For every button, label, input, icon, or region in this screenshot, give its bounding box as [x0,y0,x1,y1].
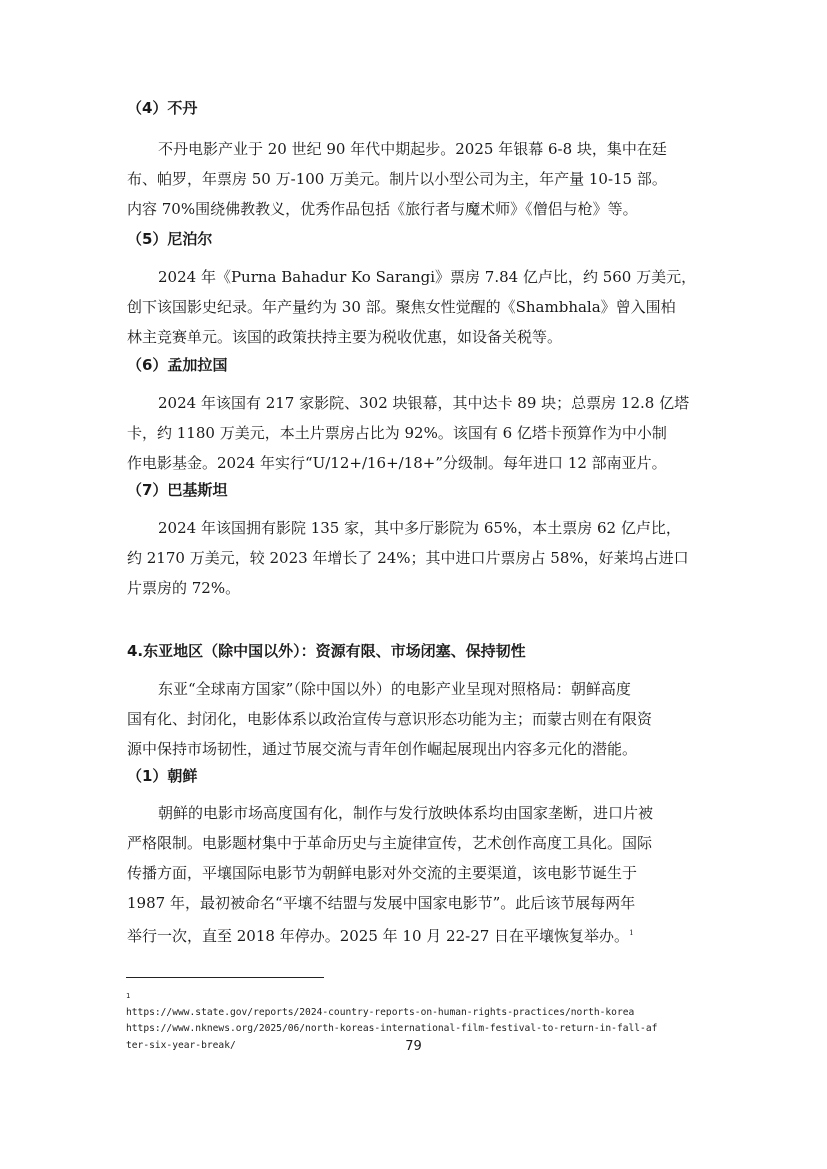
paragraph-line: 约 2170 万美元，较 2023 年增长了 24%；其中进口片票房占 58%，好莱坞占进口 [127,549,689,567]
paragraph-line: 源中保持市场韧性，通过节展交流与青年创作崛起展现出内容多元化的潜能。 [127,740,638,758]
paragraph-bangladesh [127,388,702,478]
section-heading-pakistan: （7）巴基斯坦 [127,481,228,499]
paragraph-line: 东亚“全球南方国家”（除中国以外）的电影产业呈现对照格局：朝鲜高度 [158,680,631,698]
section-heading-east-asia: 4.东亚地区（除中国以外）：资源有限、市场闭塞、保持韧性 [127,642,526,660]
footnote-divider [126,977,324,978]
paragraph-line: 作电影基金。2024 年实行“U/12+/16+/18+”分级制。每年进口 12 部南亚片。 [127,454,667,472]
paragraph-line: 内容 70%围绕佛教教义，优秀作品包括《旅行者与魔术师》《僧侣与枪》等。 [127,200,638,218]
paragraph-line: 片票房的 72%。 [127,579,241,597]
paragraph-north-korea [127,798,702,951]
footnote-line [126,988,716,1021]
paragraph-line: 2024 年该国有 217 家影院、302 块银幕，其中达卡 89 块；总票房 12.8 亿塔 [158,394,690,412]
paragraph-line: 不丹电影产业于 20 世纪 90 年代中期起步。2025 年银幕 6-8 块，集中在廷 [158,140,667,158]
paragraph-line: 2024 年该国拥有影院 135 家，其中多厅影院为 65%，本土票房 62 亿卢比， [158,519,681,537]
paragraph-bhutan [127,134,702,224]
footnote-url-continued[interactable]: ter-six-year-break/ [126,1039,236,1051]
paragraph-line: 朝鲜的电影市场高度国有化，制作与发行放映体系均由国家垄断，进口片被 [158,804,654,822]
footnote-url[interactable]: https://www.nknews.org/2025/06/north-koreas-international-film-festival-to-return-in-fall-af [126,1023,658,1034]
paragraph-line: 传播方面，平壤国际电影节为朝鲜电影对外交流的主要渠道，该电影节诞生于 [127,864,638,882]
footnote-mark: 1 [126,992,131,1000]
footnote-reference[interactable]: 1 [629,929,634,937]
paragraph-line: 创下该国影史纪录。年产量约为 30 部。聚焦女性觉醒的《Shambhala》曾入围柏 [127,298,676,316]
paragraph-line: 林主竞赛单元。该国的政策扶持主要为税收优惠，如设备关税等。 [127,328,563,346]
paragraph-line [127,918,702,951]
paragraph-line: 布、帕罗，年票房 50 万-100 万美元。制片以小型公司为主，年产量 10-15 部。 [127,170,667,188]
paragraph-nepal [127,262,702,352]
section-heading-bangladesh: （6）孟加拉国 [127,356,228,374]
paragraph-line: 国有化、封闭化，电影体系以政治宣传与意识形态功能为主；而蒙古则在有限资 [127,710,653,728]
paragraph-line: 卡，约 1180 万美元，本土片票房占比为 92%。该国有 6 亿塔卡预算作为中小制 [127,424,667,442]
paragraph-line: 严格限制。电影题材集中于革命历史与主旋律宣传，艺术创作高度工具化。国际 [127,834,653,852]
section-heading-nepal: （5）尼泊尔 [127,230,213,248]
paragraph-east-asia [127,674,702,764]
page-number: 79 [405,1039,422,1054]
paragraph-line: 1987 年，最初被命名“平壤不结盟与发展中国家电影节”。此后该节展每两年 [127,894,636,912]
paragraph-line: 2024 年《Purna Bahadur Ko Sarangi》票房 7.84 亿卢比，约 560 万美元， [158,268,697,286]
section-heading-bhutan: （4）不丹 [127,99,198,117]
section-heading-north-korea: （1）朝鲜 [127,767,198,785]
paragraph-line-text: 举行一次，直至 2018 年停办。2025 年 10 月 22-27 日在平壤恢复举办。 [127,927,630,945]
footnote-url[interactable]: https://www.state.gov/reports/2024-country-reports-on-human-rights-practices/north-korea [126,1006,635,1018]
paragraph-pakistan [127,513,702,603]
